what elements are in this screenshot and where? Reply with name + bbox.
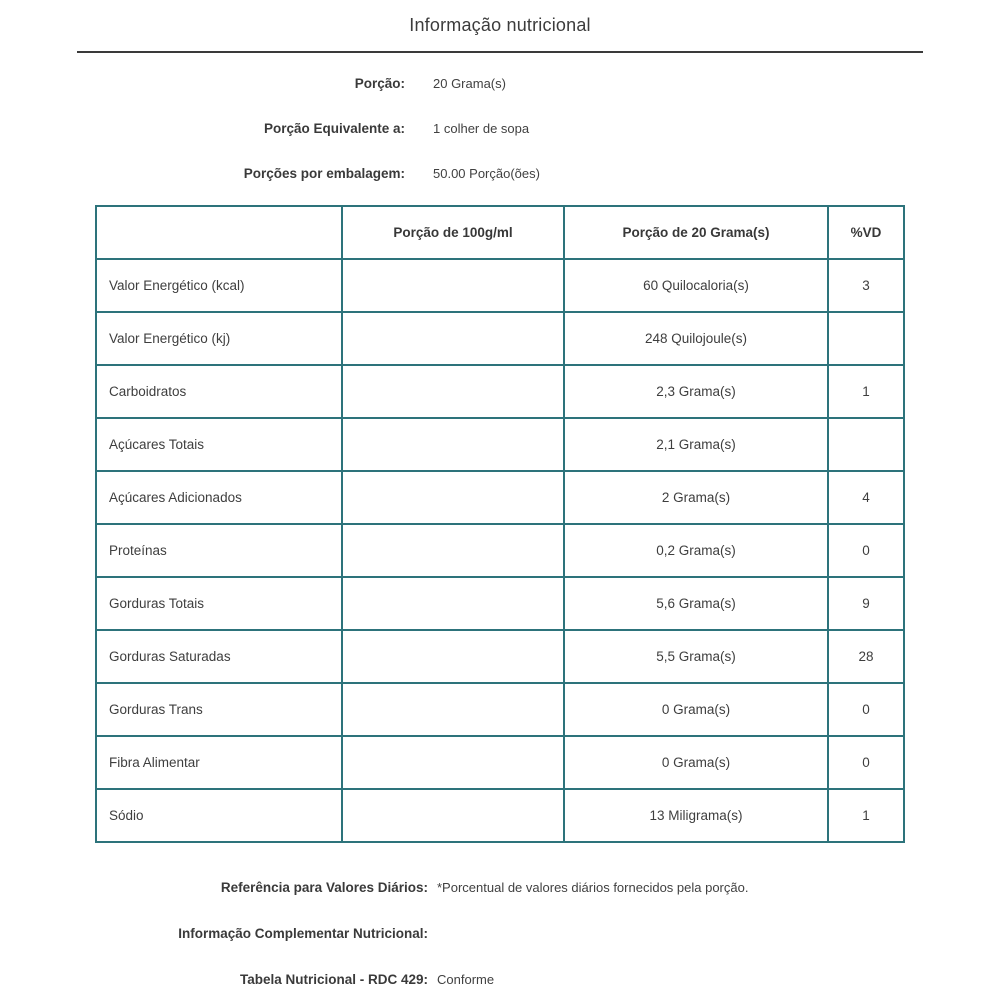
vd-cell: 9 <box>828 577 904 630</box>
serving-summary <box>0 61 1000 196</box>
summary-value: 1 colher de sopa <box>433 121 530 136</box>
table-row <box>96 524 904 577</box>
per-serving-cell: 0 Grama(s) <box>564 683 828 736</box>
vd-cell: 0 <box>828 524 904 577</box>
title-divider <box>77 51 923 53</box>
per-100-cell <box>342 736 564 789</box>
vd-cell: 1 <box>828 789 904 842</box>
per-serving-cell: 13 Miligrama(s) <box>564 789 828 842</box>
table-row <box>96 683 904 736</box>
nutrient-cell: Proteínas <box>96 524 342 577</box>
nutrient-cell: Gorduras Trans <box>96 683 342 736</box>
table-row <box>96 630 904 683</box>
per-serving-cell: 2 Grama(s) <box>564 471 828 524</box>
header-per-serving: Porção de 20 Grama(s) <box>564 206 828 259</box>
per-serving-cell: 0 Grama(s) <box>564 736 828 789</box>
vd-cell: 4 <box>828 471 904 524</box>
nutrient-cell: Valor Energético (kj) <box>96 312 342 365</box>
per-serving-cell: 2,1 Grama(s) <box>564 418 828 471</box>
per-100-cell <box>342 471 564 524</box>
summary-value: 20 Grama(s) <box>433 76 506 91</box>
per-serving-cell: 5,5 Grama(s) <box>564 630 828 683</box>
nutrient-cell: Sódio <box>96 789 342 842</box>
table-row <box>96 365 904 418</box>
nutrient-cell: Valor Energético (kcal) <box>96 259 342 312</box>
vd-cell <box>828 312 904 365</box>
footer-row-daily-values-reference <box>0 864 1000 910</box>
summary-row-portion <box>0 61 1000 106</box>
summary-row-equivalent <box>0 106 1000 151</box>
per-serving-cell: 248 Quilojoule(s) <box>564 312 828 365</box>
nutrient-cell: Gorduras Totais <box>96 577 342 630</box>
vd-cell <box>828 418 904 471</box>
per-100-cell <box>342 630 564 683</box>
per-serving-cell: 5,6 Grama(s) <box>564 577 828 630</box>
summary-label: Porção Equivalente a: <box>263 121 405 136</box>
per-100-cell <box>342 524 564 577</box>
per-serving-cell: 60 Quilocaloria(s) <box>564 259 828 312</box>
nutrient-cell: Açúcares Adicionados <box>96 471 342 524</box>
page-title: Informação nutricional <box>409 15 591 35</box>
footer-notes <box>0 864 1000 1000</box>
table-row <box>96 789 904 842</box>
per-serving-cell: 2,3 Grama(s) <box>564 365 828 418</box>
summary-row-per-package <box>0 151 1000 196</box>
per-100-cell <box>342 365 564 418</box>
table-row <box>96 259 904 312</box>
nutrient-cell: Fibra Alimentar <box>96 736 342 789</box>
summary-value: 50.00 Porção(ões) <box>433 166 540 181</box>
footer-label: Tabela Nutricional - RDC 429: <box>239 971 428 987</box>
per-100-cell <box>342 312 564 365</box>
nutrition-table <box>95 205 905 843</box>
table-header-row <box>96 206 904 259</box>
footer-label: Informação Complementar Nutricional: <box>178 925 428 941</box>
nutrient-cell: Gorduras Saturadas <box>96 630 342 683</box>
summary-label: Porções por embalagem: <box>243 166 405 181</box>
per-100-cell <box>342 683 564 736</box>
footer-value: *Porcentual de valores diários fornecidos pela porção. <box>437 879 749 895</box>
footer-row-rdc-429 <box>0 956 1000 1000</box>
vd-cell: 0 <box>828 683 904 736</box>
nutrient-cell: Carboidratos <box>96 365 342 418</box>
table-row <box>96 312 904 365</box>
vd-cell: 3 <box>828 259 904 312</box>
per-100-cell <box>342 259 564 312</box>
header-vd: %VD <box>828 206 904 259</box>
per-100-cell <box>342 789 564 842</box>
summary-label: Porção: <box>354 76 405 91</box>
footer-label: Referência para Valores Diários: <box>220 879 428 895</box>
per-serving-cell: 0,2 Grama(s) <box>564 524 828 577</box>
table-row <box>96 577 904 630</box>
footer-row-complementary-info <box>0 910 1000 956</box>
table-row <box>96 471 904 524</box>
header-per-100: Porção de 100g/ml <box>342 206 564 259</box>
table-row <box>96 418 904 471</box>
per-100-cell <box>342 577 564 630</box>
nutrient-cell: Açúcares Totais <box>96 418 342 471</box>
vd-cell: 28 <box>828 630 904 683</box>
footer-value: Conforme <box>437 971 495 987</box>
vd-cell: 0 <box>828 736 904 789</box>
header-nutrient <box>96 206 342 259</box>
vd-cell: 1 <box>828 365 904 418</box>
per-100-cell <box>342 418 564 471</box>
table-row <box>96 736 904 789</box>
